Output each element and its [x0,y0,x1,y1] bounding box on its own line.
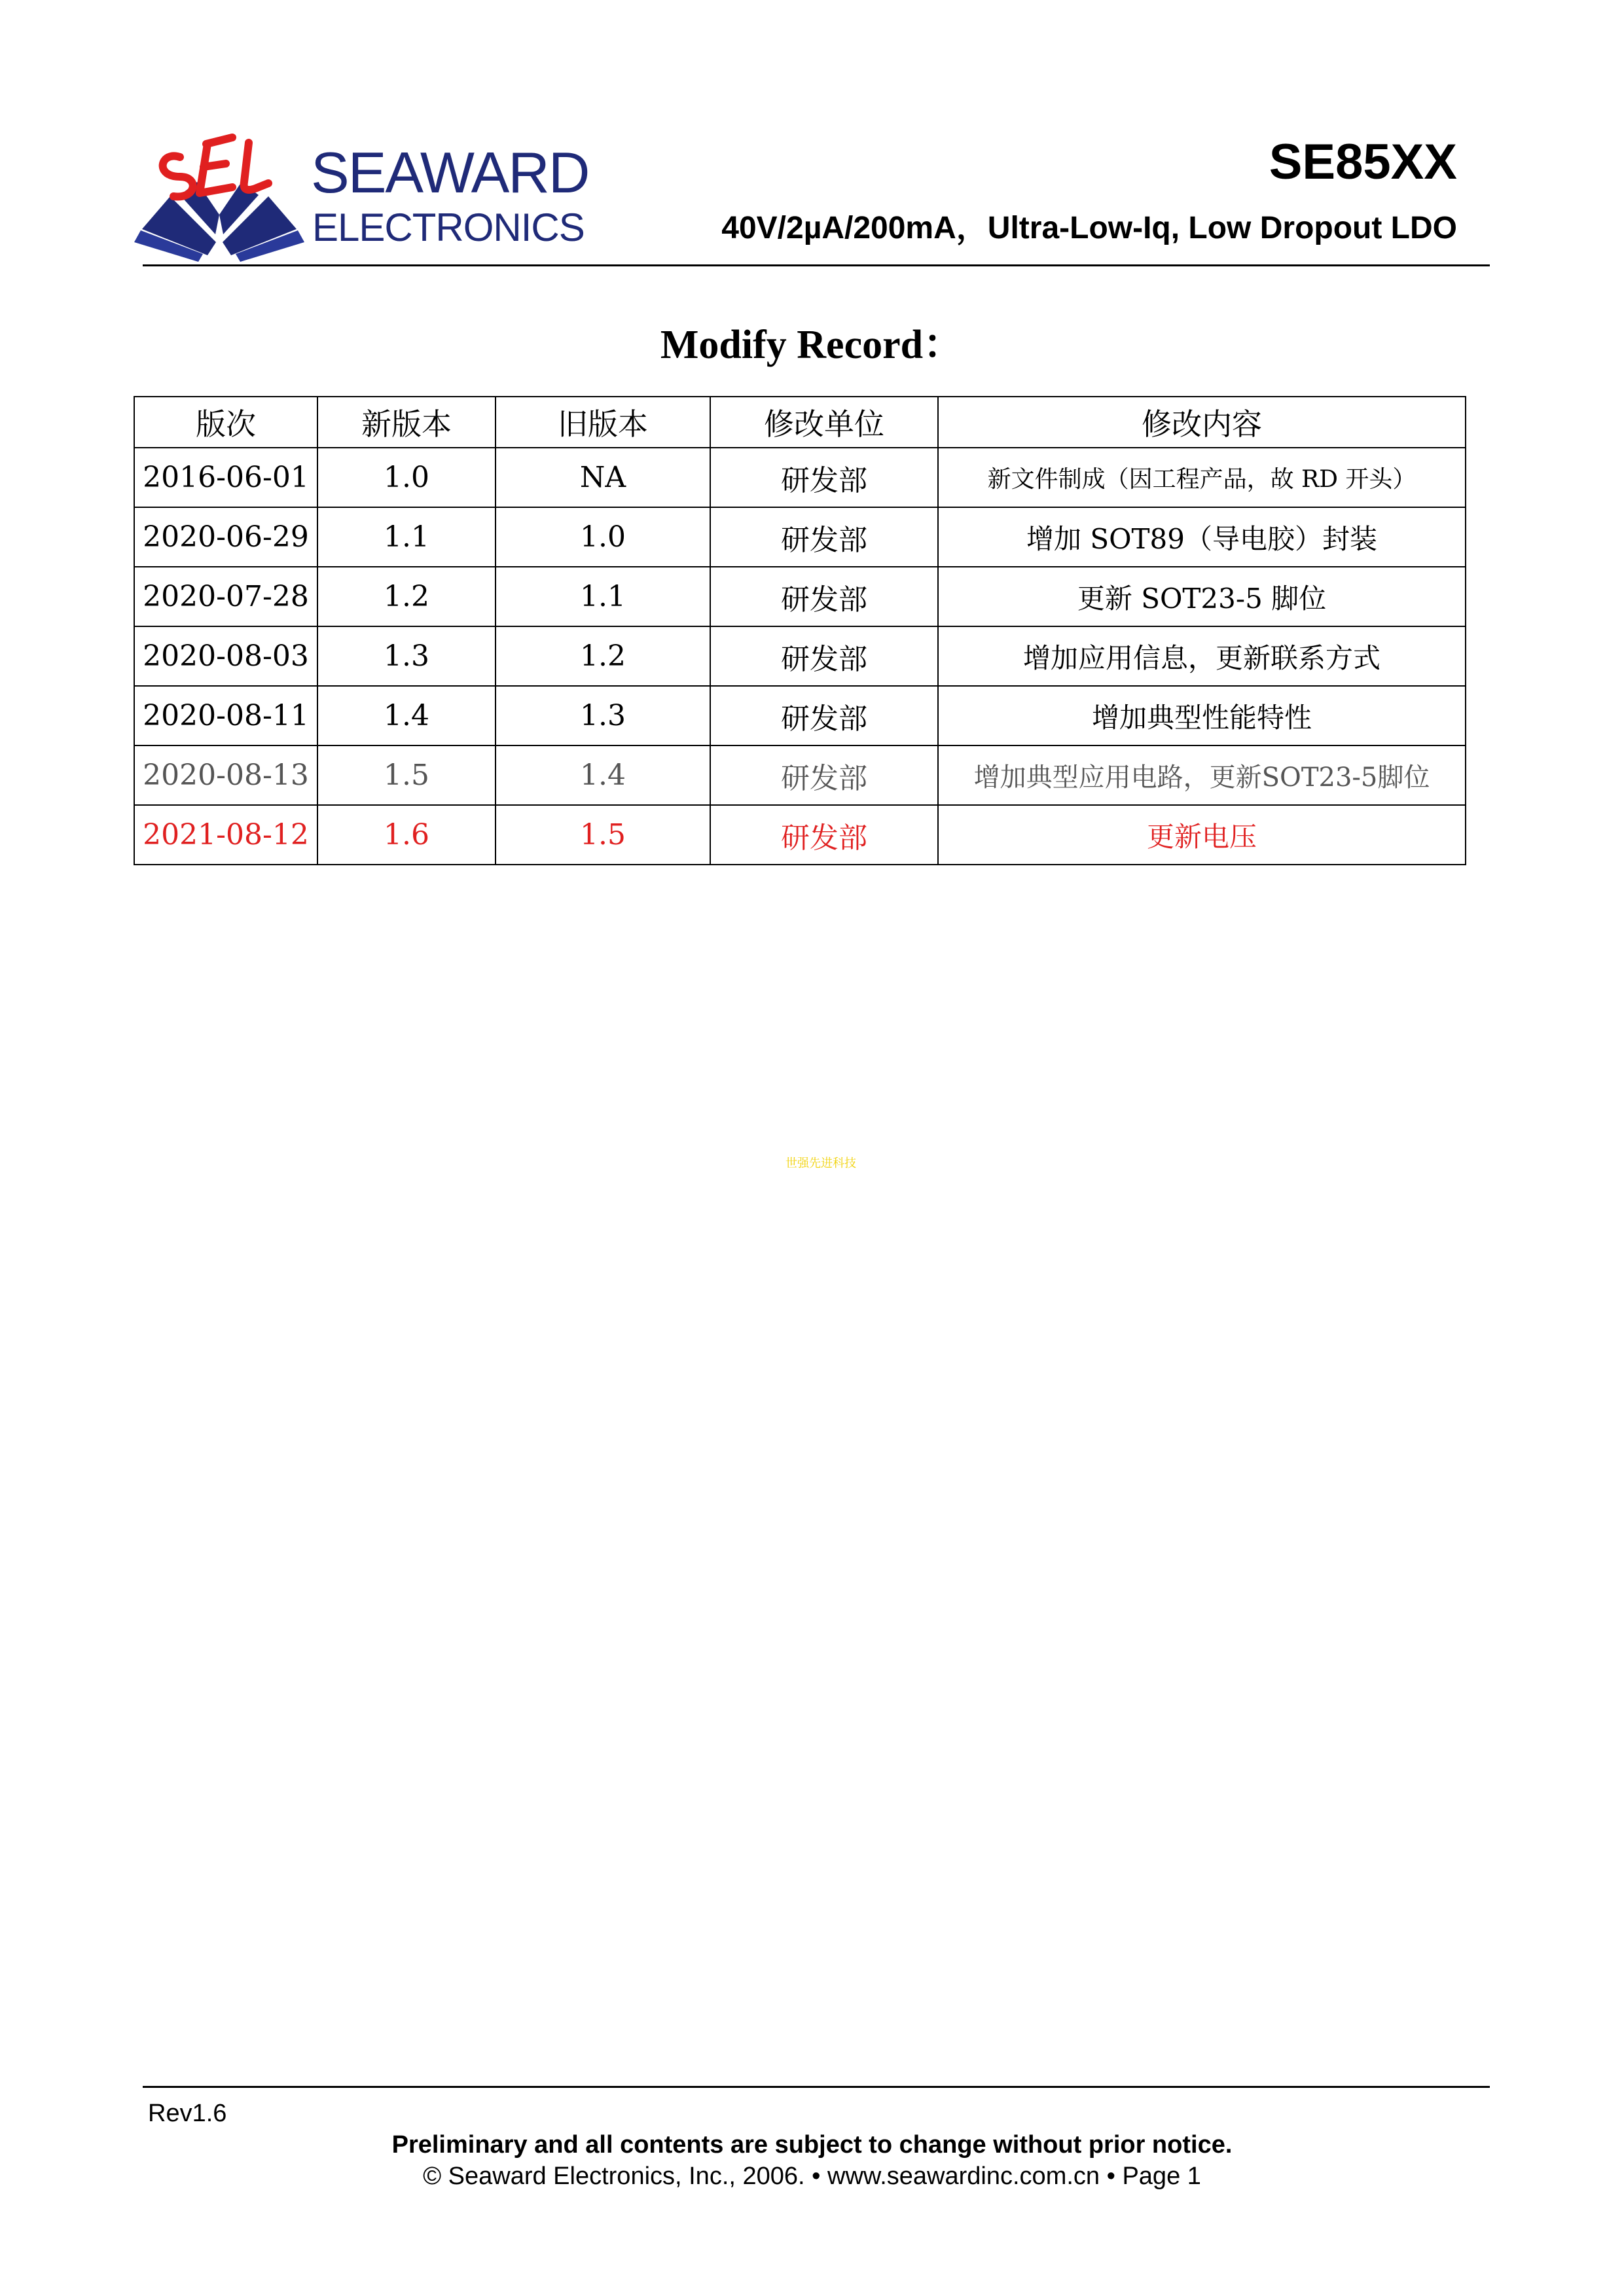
row-old-version: 1.4 [496,745,710,805]
watermark: 世强先进科技 [785,1157,856,1170]
row-unit: 研发部 [710,567,938,626]
header-modify-content: 修改内容 [938,397,1466,448]
row-unit: 研发部 [710,745,938,805]
part-number: SE85XX [1269,134,1457,190]
row-new-version: 1.3 [317,626,496,686]
row-unit: 研发部 [710,626,938,686]
header-new-version: 新版本 [317,397,496,448]
table-row [134,745,1466,805]
row-new-version: 1.2 [317,567,496,626]
footer-divider [143,2086,1490,2088]
row-new-version: 1.1 [317,507,496,567]
row-new-version: 1.6 [317,805,496,865]
modify-record-table [134,396,1466,865]
company-name: SEAWARD [311,140,589,205]
row-change: 更新电压 [938,805,1466,865]
row-new-version: 1.0 [317,448,496,507]
row-date: 2020-08-03 [134,626,317,686]
row-old-version: 1.1 [496,567,710,626]
row-new-version: 1.5 [317,745,496,805]
row-unit: 研发部 [710,448,938,507]
row-change: 增加 SOT89（导电胶）封装 [938,507,1466,567]
row-new-version: 1.4 [317,686,496,745]
table-row [134,567,1466,626]
header-modify-unit: 修改单位 [710,397,938,448]
company-subtitle: ELECTRONICS [312,206,585,249]
row-date: 2020-06-29 [134,507,317,567]
revision-label: Rev1.6 [148,2100,227,2127]
header-version-date: 版次 [134,397,317,448]
part-description: 40V/2µA/200mA，Ultra-Low-Iq, Low Dropout LDO [721,211,1457,245]
row-date: 2016-06-01 [134,448,317,507]
row-old-version: NA [496,448,710,507]
row-old-version: 1.2 [496,626,710,686]
table-header-row [134,397,1466,448]
row-change: 更新 SOT23-5 脚位 [938,567,1466,626]
table-row [134,507,1466,567]
row-date: 2021-08-12 [134,805,317,865]
row-date: 2020-08-11 [134,686,317,745]
row-change: 增加应用信息，更新联系方式 [938,626,1466,686]
table-row [134,448,1466,507]
section-title: Modify Record： [660,323,964,367]
row-unit: 研发部 [710,686,938,745]
row-change: 增加典型应用电路，更新SOT23-5脚位 [938,745,1466,805]
row-date: 2020-07-28 [134,567,317,626]
row-old-version: 1.5 [496,805,710,865]
header-old-version: 旧版本 [496,397,710,448]
footer-copyright: © Seaward Electronics, Inc., 2006. • www.seawardinc.com.cn • Page 1 [423,2162,1201,2190]
table-row-latest [134,805,1466,865]
table-row [134,686,1466,745]
row-change: 增加典型性能特性 [938,686,1466,745]
row-old-version: 1.3 [496,686,710,745]
row-unit: 研发部 [710,805,938,865]
company-logo [134,131,589,262]
header-divider [143,264,1490,266]
footer-notice: Preliminary and all contents are subject to change without prior notice. [391,2131,1233,2159]
row-date: 2020-08-13 [134,745,317,805]
row-unit: 研发部 [710,507,938,567]
table-row [134,626,1466,686]
row-old-version: 1.0 [496,507,710,567]
seaward-emblem-icon [134,131,304,262]
row-change: 新文件制成（因工程产品，故 RD 开头） [938,448,1466,507]
